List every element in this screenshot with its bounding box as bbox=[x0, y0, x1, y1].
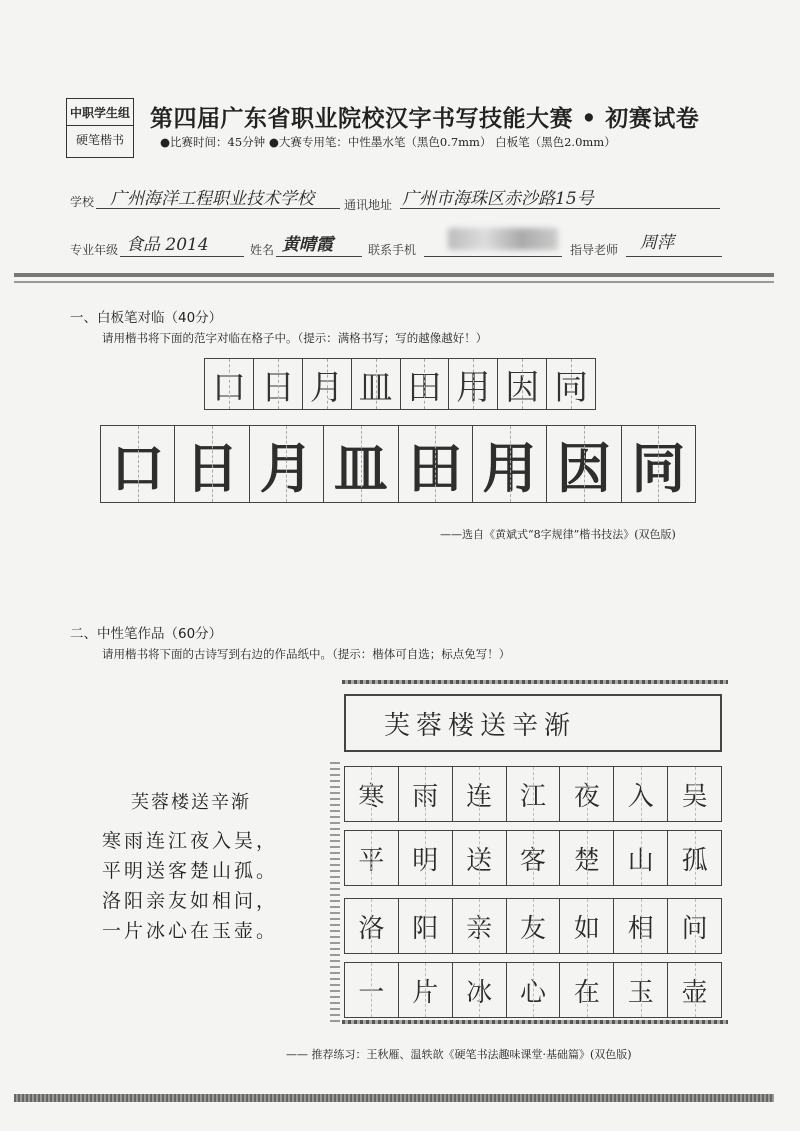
poem-line: 一片冰心在玉壶。 bbox=[102, 920, 279, 942]
name-label: 姓名 bbox=[250, 243, 275, 257]
sheet-cell[interactable]: 送 bbox=[453, 831, 507, 885]
sheet-border-bottom bbox=[342, 1020, 728, 1024]
poem-line: 寒雨连江夜入吴， bbox=[102, 830, 279, 852]
model-char-cell: 同 bbox=[547, 359, 595, 409]
major-label: 专业年级 bbox=[70, 243, 119, 257]
sheet-cell[interactable]: 片 bbox=[399, 963, 453, 1017]
model-char-cell: 口 bbox=[205, 359, 254, 409]
phone-field-line bbox=[424, 256, 562, 257]
badge-group-label: 中职学生组 bbox=[67, 101, 133, 126]
sheet-cell[interactable]: 阳 bbox=[399, 899, 453, 953]
sheet-cell[interactable]: 相 bbox=[614, 899, 668, 953]
sheet-row bbox=[344, 962, 722, 1018]
sheet-cell[interactable]: 明 bbox=[399, 831, 453, 885]
written-char-cell[interactable]: 口 bbox=[101, 426, 175, 502]
model-char-grid bbox=[204, 358, 596, 410]
phone-redacted bbox=[448, 228, 558, 250]
sheet-cell[interactable]: 壶 bbox=[668, 963, 721, 1017]
written-char-cell[interactable]: 用 bbox=[473, 426, 547, 502]
footer-bar bbox=[14, 1094, 774, 1102]
model-char-cell: 日 bbox=[254, 359, 303, 409]
badge-category-label: 硬笔楷书 bbox=[75, 133, 124, 147]
sheet-cell[interactable]: 心 bbox=[507, 963, 561, 1017]
sheet-cell[interactable]: 江 bbox=[507, 767, 561, 821]
name-field-line bbox=[276, 256, 362, 257]
teacher-field-line bbox=[626, 256, 722, 257]
sheet-cell[interactable]: 平 bbox=[345, 831, 399, 885]
sheet-title-box[interactable]: 芙蓉楼送辛渐 bbox=[344, 694, 722, 752]
major-field-line bbox=[120, 256, 244, 257]
sheet-cell[interactable]: 入 bbox=[614, 767, 668, 821]
sheet-side-hatch bbox=[330, 760, 340, 1022]
sheet-cell[interactable]: 问 bbox=[668, 899, 721, 953]
sheet-cell[interactable]: 在 bbox=[560, 963, 614, 1017]
sheet-cell[interactable]: 雨 bbox=[399, 767, 453, 821]
sheet-cell[interactable]: 洛 bbox=[345, 899, 399, 953]
section2-heading: 二、中性笔作品（60分） bbox=[70, 626, 223, 642]
sheet-cell[interactable]: 连 bbox=[453, 767, 507, 821]
model-char-cell: 月 bbox=[303, 359, 352, 409]
sheet-cell[interactable]: 吴 bbox=[668, 767, 721, 821]
written-char-cell[interactable]: 田 bbox=[399, 426, 473, 502]
sheet-cell[interactable]: 寒 bbox=[345, 767, 399, 821]
address-value[interactable]: 广州市海珠区赤沙路15号 bbox=[402, 189, 594, 209]
sheet-cell[interactable]: 一 bbox=[345, 963, 399, 1017]
poem-line: 平明送客楚山孤。 bbox=[102, 860, 279, 882]
exam-title: 第四届广东省职业院校汉字书写技能大赛 • 初赛试卷 bbox=[150, 105, 700, 132]
sheet-cell[interactable]: 山 bbox=[614, 831, 668, 885]
sheet-row bbox=[344, 830, 722, 886]
header-divider bbox=[14, 273, 774, 277]
school-value[interactable]: 广州海洋工程职业技术学校 bbox=[110, 189, 314, 209]
sheet-cell[interactable]: 玉 bbox=[614, 963, 668, 1017]
poem-line: 洛阳亲友如相问， bbox=[102, 890, 279, 912]
sheet-cell[interactable]: 冰 bbox=[453, 963, 507, 1017]
exam-subtitle: ●比赛时间：45分钟 ●大赛专用笔：中性墨水笔（黑色0.7mm） 白板笔（黑色2.0mm） bbox=[160, 135, 616, 149]
sheet-cell[interactable]: 如 bbox=[560, 899, 614, 953]
sheet-row bbox=[344, 766, 722, 822]
written-char-cell[interactable]: 皿 bbox=[324, 426, 398, 502]
section2-instruction: 请用楷书将下面的古诗写到右边的作品纸中。（提示：楷体可自选；标点免写！） bbox=[102, 647, 511, 661]
sheet-cell[interactable]: 友 bbox=[507, 899, 561, 953]
sheet-cell[interactable]: 亲 bbox=[453, 899, 507, 953]
model-char-cell: 皿 bbox=[352, 359, 401, 409]
teacher-label: 指导老师 bbox=[570, 243, 619, 257]
section1-source: ——选自《黄斌式“8字规律”楷书技法》(双色版) bbox=[440, 528, 676, 541]
name-value[interactable]: 黄晴霞 bbox=[282, 235, 333, 255]
school-label: 学校 bbox=[70, 195, 95, 209]
teacher-value[interactable]: 周萍 bbox=[640, 233, 674, 253]
model-char-cell: 因 bbox=[498, 359, 547, 409]
sheet-border-top bbox=[342, 680, 728, 684]
recommendation-note: —— 推荐练习：王秋雁、温轶歆《硬笔书法趣味课堂·基础篇》(双色版) bbox=[286, 1048, 632, 1061]
sheet-cell[interactable]: 孤 bbox=[668, 831, 721, 885]
phone-label: 联系手机 bbox=[368, 243, 417, 257]
group-badge bbox=[66, 98, 134, 158]
address-label: 通讯地址 bbox=[344, 198, 393, 212]
section1-heading: 一、白板笔对临（40分） bbox=[70, 310, 223, 326]
major-value[interactable]: 食品 2014 bbox=[126, 235, 209, 255]
written-char-cell[interactable]: 日 bbox=[175, 426, 249, 502]
model-char-cell: 田 bbox=[401, 359, 450, 409]
written-char-cell[interactable]: 因 bbox=[547, 426, 621, 502]
written-char-grid bbox=[100, 425, 696, 503]
sheet-row bbox=[344, 898, 722, 954]
sheet-cell[interactable]: 楚 bbox=[560, 831, 614, 885]
written-char-cell[interactable]: 同 bbox=[622, 426, 695, 502]
written-char-cell[interactable]: 月 bbox=[250, 426, 324, 502]
sheet-cell[interactable]: 夜 bbox=[560, 767, 614, 821]
header-divider-thin bbox=[14, 281, 774, 283]
poem-title: 芙蓉楼送辛渐 bbox=[131, 792, 251, 813]
section1-instruction: 请用楷书将下面的范字对临在格子中。（提示：满格书写；写的越像越好！） bbox=[102, 331, 488, 345]
sheet-cell[interactable]: 客 bbox=[507, 831, 561, 885]
model-char-cell: 用 bbox=[449, 359, 498, 409]
